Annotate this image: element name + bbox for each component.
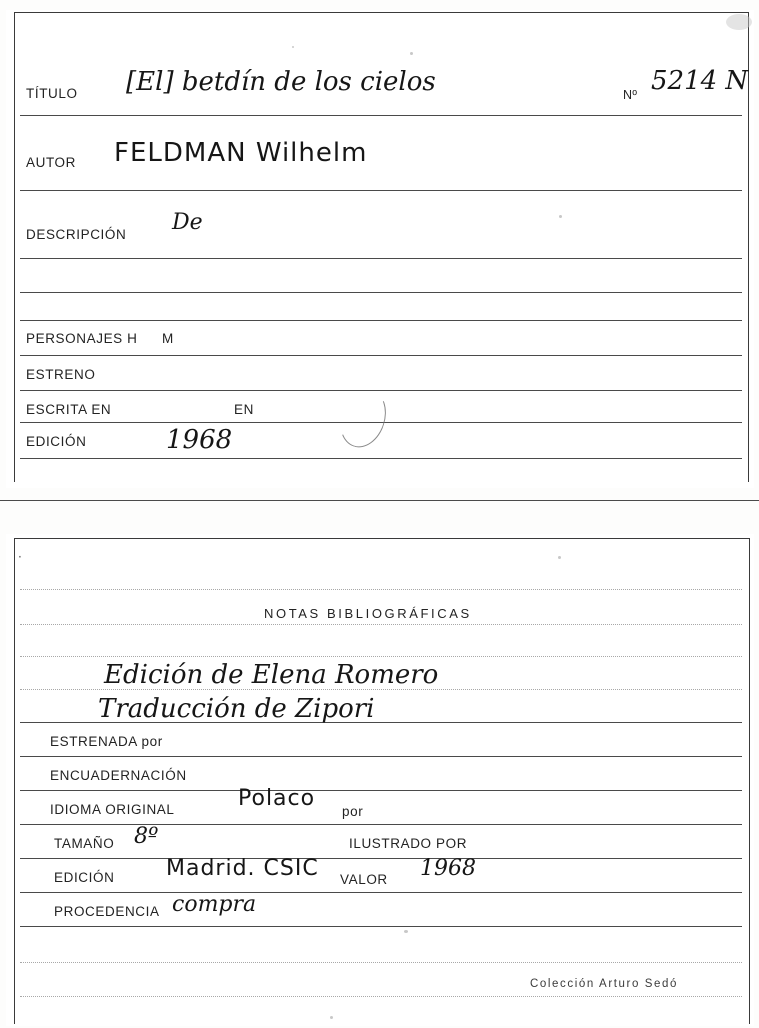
scan-speck [292, 46, 294, 48]
scan-speck [558, 556, 561, 559]
rule-line [20, 996, 742, 997]
field-label-personajes-h: PERSONAJES H [26, 331, 138, 346]
field-label-en: EN [234, 402, 254, 417]
field-label-edicion: EDICIÓN [26, 434, 87, 449]
rule-line [20, 258, 742, 259]
field-label-titulo: TÍTULO [26, 86, 78, 101]
scan-smudge [726, 14, 752, 30]
catalog-card-top [6, 10, 754, 488]
field-label-descripcion: DESCRIPCIÓN [26, 227, 127, 242]
field-value-autor: FELDMAN Wilhelm [114, 138, 368, 168]
rule-line [20, 355, 742, 356]
rule-line [20, 589, 742, 590]
field-label-personajes-m: M [162, 331, 174, 346]
scan-speck [404, 930, 408, 933]
rule-line [20, 962, 742, 963]
rule-line [20, 656, 742, 657]
catalog-card-bottom [6, 534, 754, 1026]
field-value-edicion: Madrid. CSIC [166, 856, 319, 881]
field-value-idioma-original: Polaco [238, 786, 316, 811]
field-label-autor: AUTOR [26, 155, 77, 170]
field-label-ilustrado-por: ILUSTRADO POR [349, 836, 468, 851]
rule-line [20, 190, 742, 191]
rule-line [20, 926, 742, 927]
note-line-2: Traducción de Zipori [98, 694, 375, 724]
field-label-valor: VALOR [340, 872, 388, 887]
scan-corner-mark: · [18, 550, 22, 564]
rule-line [20, 624, 742, 625]
field-value-procedencia: compra [172, 892, 257, 917]
field-label-tamano: TAMAÑO [54, 836, 115, 851]
section-heading-notas: NOTAS BIBLIOGRÁFICAS [264, 606, 472, 621]
rule-line [20, 292, 742, 293]
field-value-edicion: 1968 [166, 425, 233, 455]
field-value-tamano: 8º [134, 824, 159, 849]
field-label-encuadernacion: ENCUADERNACIÓN [50, 768, 187, 783]
scan-speck [410, 52, 413, 55]
field-value-valor: 1968 [420, 856, 476, 881]
card-separator [0, 500, 759, 501]
note-line-1: Edición de Elena Romero [104, 660, 439, 690]
rule-line [20, 756, 742, 757]
rule-line [20, 790, 742, 791]
field-label-numero: Nº [623, 88, 638, 102]
rule-line [20, 824, 742, 825]
field-label-por: por [342, 804, 364, 819]
field-label-edicion: EDICIÓN [54, 870, 115, 885]
rule-line [20, 115, 742, 116]
field-value-descripcion: De [172, 210, 203, 235]
scan-speck [559, 215, 562, 218]
rule-line [20, 892, 742, 893]
collection-footer: Colección Arturo Sedó [530, 978, 679, 990]
field-label-idioma-original: IDIOMA ORIGINAL [50, 802, 175, 817]
scan-speck [330, 1016, 333, 1019]
rule-line [20, 458, 742, 459]
field-label-estrenada-por: ESTRENADA por [50, 734, 163, 749]
rule-line [20, 858, 742, 859]
rule-line [20, 390, 742, 391]
field-label-procedencia: PROCEDENCIA [54, 904, 160, 919]
rule-line [20, 320, 742, 321]
field-label-estreno: ESTRENO [26, 367, 96, 382]
field-value-numero: 5214 N [651, 66, 749, 96]
field-label-escrita-en: ESCRITA EN [26, 402, 112, 417]
field-value-titulo: [El] betdín de los cielos [126, 67, 436, 97]
